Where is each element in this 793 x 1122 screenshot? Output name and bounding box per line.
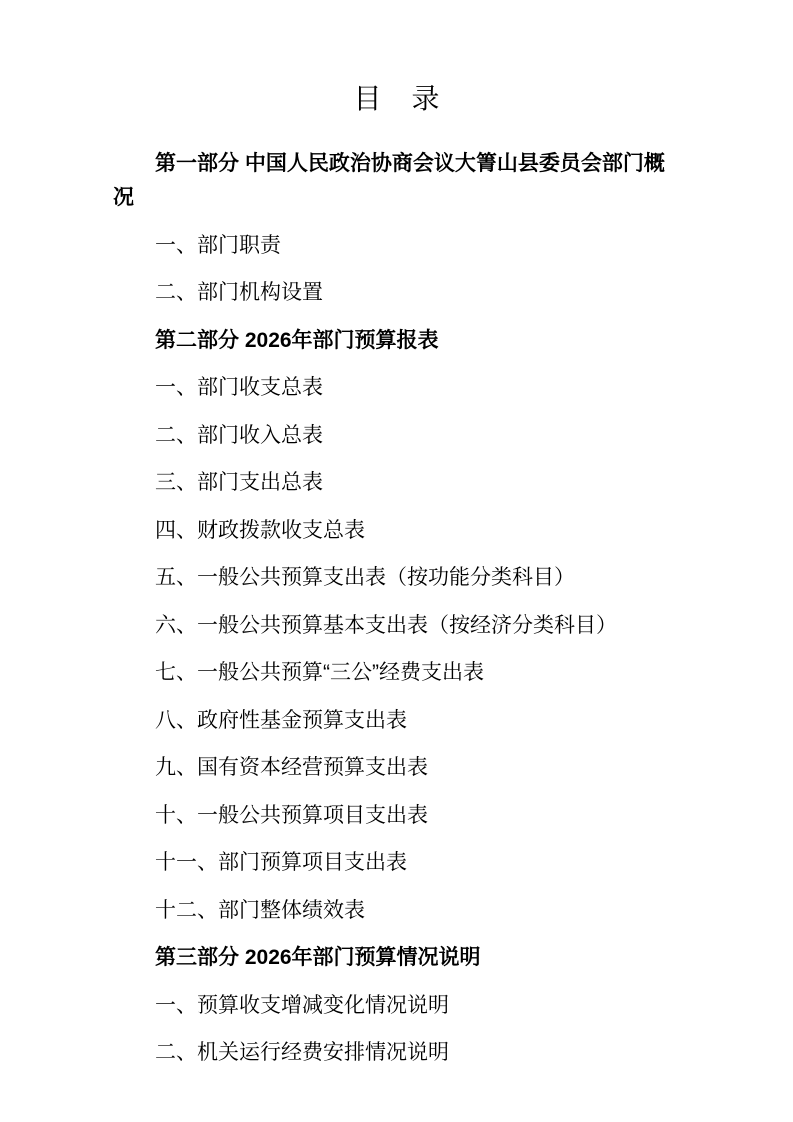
toc-item: 一、部门收支总表: [155, 376, 323, 399]
section-3-heading: 第三部分 2026年部门预算情况说明: [155, 946, 481, 969]
page-title: 目 录: [353, 83, 441, 114]
toc-item: 二、机关运行经费安排情况说明: [155, 1041, 449, 1064]
toc-item: 三、部门支出总表: [155, 471, 323, 494]
toc-item: 一、预算收支增减变化情况说明: [155, 993, 449, 1017]
toc-item: 二、部门收入总表: [155, 423, 323, 447]
toc-item: 八、政府性基金预算支出表: [155, 708, 407, 732]
toc-item: 二、部门机构设置: [155, 281, 323, 304]
toc-item: 四、财政拨款收支总表: [155, 518, 365, 542]
toc-item: 九、国有资本经营预算支出表: [155, 756, 428, 779]
section-1-heading: 第一部分 中国人民政治协商会议大箐山县委员会部门概况: [113, 152, 665, 209]
section-2-heading: 第二部分 2026年部门预算报表: [155, 328, 439, 352]
toc-item: 五、一般公共预算支出表（按功能分类科目）: [155, 566, 575, 589]
toc-item: 十一、部门预算项目支出表: [155, 851, 407, 874]
toc-item: 十二、部门整体绩效表: [155, 898, 365, 922]
toc-item: 六、一般公共预算基本支出表（按经济分类科目）: [155, 613, 617, 637]
toc-item: 一、部门职责: [155, 233, 281, 257]
toc-item: 七、一般公共预算“三公”经费支出表: [155, 661, 484, 684]
toc-item: 十、一般公共预算项目支出表: [155, 803, 428, 827]
